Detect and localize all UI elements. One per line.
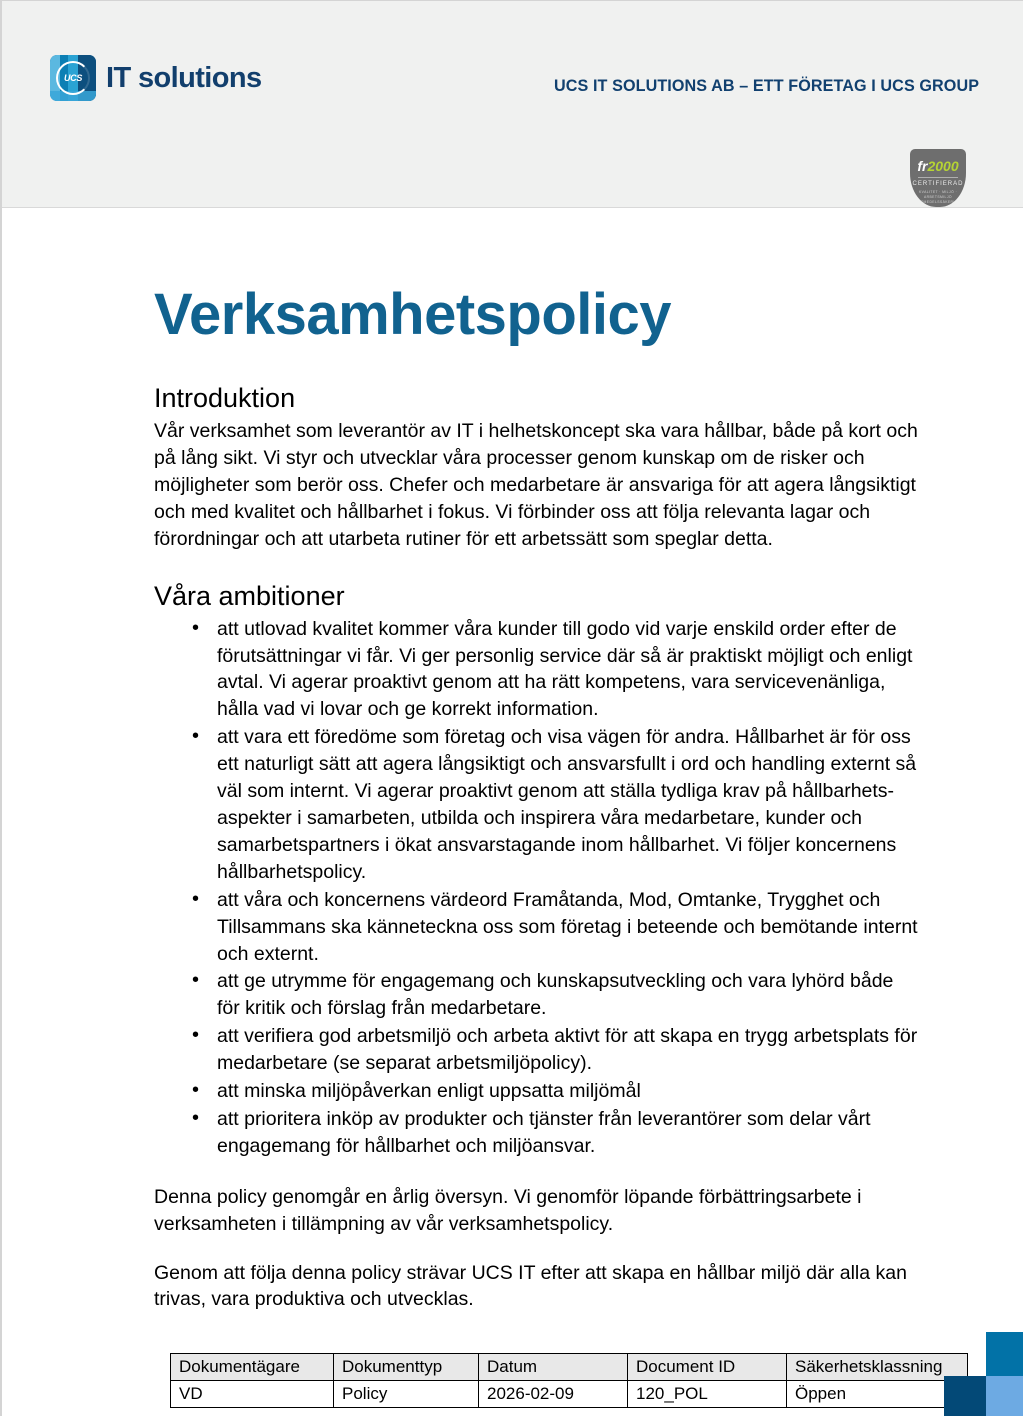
list-item: • att utlovad kvalitet kommer våra kunder till godo vid varje enskild order efter de förutsättningar vi får. Vi ger personlig service där så är praktiskt möjligt och enligt avtal. Vi agerar proaktivt genom att ha rätt kompetens, vara servicevenänliga, hålla vad vi lovar och ge korrekt information. bbox=[154, 616, 919, 724]
section-heading-ambitioner: Våra ambitioner bbox=[154, 580, 345, 611]
logo-wordmark: IT solutions bbox=[106, 61, 262, 94]
table-header-row bbox=[171, 1354, 968, 1381]
list-item: • att prioritera inköp av produkter och tjänster från leverantörer som delar vårt engagemang för hållbarhet och miljöansvar. bbox=[154, 1106, 919, 1160]
logo-mark-text: UCS bbox=[63, 72, 83, 83]
closing-paragraph-1: Denna policy genomgår en årlig översyn. Vi genomför löpande förbättringsarbete i verksamheten i tillämpning av vår verksamhetspolicy. bbox=[154, 1185, 862, 1235]
introduktion-paragraph: Vår verksamhet som leverantör av IT i helhetskoncept ska vara hållbar, både på kort och på lång sikt. Vi styr och utvecklar våra processer genom kunskap om de risker och möjligheter som berör oss. Chefer och medarbetare är ansvariga för att agera långsiktigt och med kvalitet och hållbarhet i fokus. Vi förbinder oss att följa relevanta lagar och förordningar och att utarbeta rutiner för ett arbetssätt som speglar detta. bbox=[154, 420, 918, 550]
cell-dokumenttyp: Policy bbox=[334, 1381, 479, 1408]
table-row bbox=[171, 1381, 968, 1408]
list-item: • att vara ett föredöme som företag och visa vägen för andra. Hållbarhet är för oss ett naturligt sätt att agera långsiktigt och ansvarsfullt i ord och handling externt så väl som internt. Vi agerar proaktivt genom att ställa tydliga krav på hållbarhets-aspekter i samarbeten, utbilda och inspirera våra medarbetare, kunder och samarbetspartners i ökat ansvarstagande inom hållbarhet. Vi följer koncernens hållbarhetspolicy. bbox=[154, 724, 919, 885]
column-header-dokumenttyp: Dokumenttyp bbox=[334, 1354, 479, 1381]
cell-document-id: 120_POL bbox=[628, 1381, 787, 1408]
badge-brand: fr2000 bbox=[917, 158, 959, 174]
list-item: • att verifiera god arbetsmiljö och arbeta aktivt för att skapa en trygg arbetsplats för medarbetare (se separat arbetsmiljöpolicy). bbox=[154, 1023, 919, 1077]
page-title: Verksamhetspolicy bbox=[154, 281, 672, 347]
closing-paragraph-2: Genom att följa denna policy strävar UCS IT efter att skapa en hållbar miljö där alla kan trivas, vara produktiva och utvecklas. bbox=[154, 1261, 907, 1311]
column-header-sakerhetsklassning: Säkerhetsklassning bbox=[787, 1354, 968, 1381]
list-item: • att ge utrymme för engagemang och kunskapsutveckling och vara lyhörd både för kritik och förslag från medarbetare. bbox=[154, 968, 919, 1022]
list-item: • att våra och koncernens värdeord Framåtanda, Mod, Omtanke, Trygghet och Tillsammans ska känneteckna oss som företag i beteende och bemötande internt och externt. bbox=[154, 887, 919, 968]
decoration-square-bottom-right bbox=[986, 1376, 1023, 1416]
section-heading-introduktion: Introduktion bbox=[154, 383, 296, 413]
column-header-document-id: Document ID bbox=[628, 1354, 787, 1381]
document-content bbox=[154, 383, 919, 1313]
document-metadata-table bbox=[170, 1353, 968, 1408]
corner-decoration bbox=[944, 1332, 1023, 1416]
column-header-datum: Datum bbox=[479, 1354, 628, 1381]
cell-datum: 2026-02-09 bbox=[479, 1381, 628, 1408]
closing-section bbox=[154, 1184, 919, 1314]
list-item: • att minska miljöpåverkan enligt uppsatta miljömål bbox=[154, 1078, 919, 1105]
ambitions-list bbox=[154, 616, 919, 1160]
cell-dokumentagare: VD bbox=[171, 1381, 334, 1408]
badge-shield-shape bbox=[910, 149, 966, 207]
page-header-band bbox=[2, 1, 1023, 208]
logo-circle-emblem bbox=[56, 61, 90, 95]
ucs-logo-icon bbox=[50, 55, 96, 101]
company-tagline: UCS IT SOLUTIONS AB – ETT FÖRETAG I UCS GROUP bbox=[554, 76, 980, 95]
decoration-square-bottom-left bbox=[944, 1376, 986, 1416]
decoration-square-top-right bbox=[986, 1332, 1023, 1376]
cell-sakerhetsklassning: Öppen bbox=[787, 1381, 968, 1408]
company-logo bbox=[50, 55, 262, 101]
badge-sublabel: KVALITET · MILJÖ · ARBETSMILJÖ LIVSMEDELSSÄKERHET bbox=[914, 190, 962, 205]
fr2000-certification-badge bbox=[910, 149, 966, 207]
badge-label: CERTIFIERAD bbox=[912, 181, 964, 187]
column-header-dokumentagare: Dokumentägare bbox=[171, 1354, 334, 1381]
badge-divider bbox=[918, 177, 958, 178]
